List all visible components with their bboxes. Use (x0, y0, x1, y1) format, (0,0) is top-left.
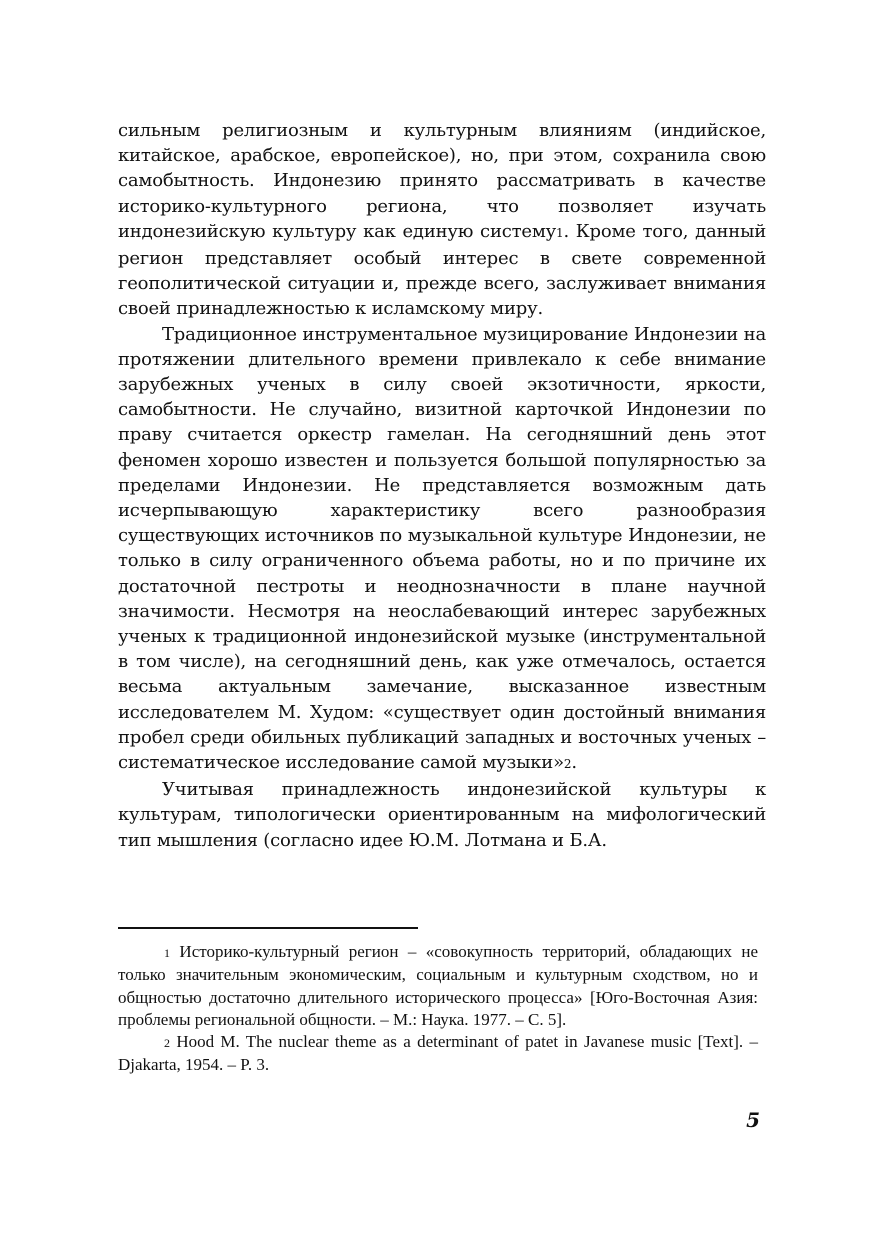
footnote-ref-1: 1 (556, 225, 564, 240)
footnote-1 (118, 941, 758, 1031)
footnote-text-2: Hood M. The nuclear theme as a determinant of patet in Javanese music [Text]. – Djakarta, 1954. – P. 3. (118, 1032, 759, 1075)
paragraph-2-text-cont: . (571, 752, 577, 774)
footnote-ref-2: 2 (563, 757, 572, 772)
paragraph-2 (118, 322, 766, 778)
paragraph-2-text: Традиционное инструментальное музицирование Индонезии на протяжении длительного времени привлекало к себе внимание зарубежных ученых в силу своей экзотичности, яркости, самобытности. Не случайно, визитной карточкой Индонезии по праву считается оркестр гамелан. На сегодняшний день этот феномен хорошо известен и пользуется большой популярностью за пределами Индонезии. Не представляется возможным дать исчерпывающую характеристику всего разнообразия существующих источников по музыкальной культуре Индонезии, не только в силу ограниченного объема работы, но и по причине их достаточной пестроты и неоднозначности в плане научной значимости. Несмотря на неослабевающий интерес зарубежных ученых к традиционной индонезийской музыке (инструментальной в том числе), на сегодняшний день, как уже отмечалось, остается весьма актуальным замечание, высказанное известным исследователем М. Худом: «существует один достойный внимания пробел среди обильных публикаций западных и восточных ученых – систематическое исследование самой музыки» (118, 323, 766, 774)
footnotes (118, 941, 758, 1077)
main-text (118, 118, 766, 853)
footnote-number-2: 2 (164, 1036, 170, 1051)
page-number: 5 (746, 1108, 760, 1132)
paragraph-1-text: сильным религиозным и культурным влияниям (индийское, китайское, арабское, европейское), но, при этом, сохранила свою самобытность. Индонезию принято рассматривать в качестве историко-культурного региона, что позволяет изучать индонезийскую культуру как единую систему (118, 120, 766, 242)
paragraph-1-text-cont: . Кроме того, данный регион представляет особый интерес в свете современной геополитической ситуации и, прежде всего, заслуживает внимания своей принадлежностью к исламскому миру. (118, 220, 766, 320)
paragraph-3: Учитывая принадлежность индонезийской культуры к культурам, типологически ориентированным на мифологический тип мышления (согласно идее Ю.М. Лотмана и Б.А. (118, 779, 766, 851)
footnote-number-1: 1 (164, 946, 170, 960)
paragraph-1 (118, 118, 766, 322)
footnote-2 (118, 1031, 758, 1077)
footnote-text-1: Историко-культурный регион – «совокупность территорий, обладающих не только значительным экономическим, социальным и культурным сходством, но и общностью достаточно длительного исторического процесса» [Юго-Восточная Азия: проблемы региональной общности. – М.: Наука. 1977. – С. 5]. (118, 942, 759, 1029)
footnote-separator (118, 927, 418, 929)
